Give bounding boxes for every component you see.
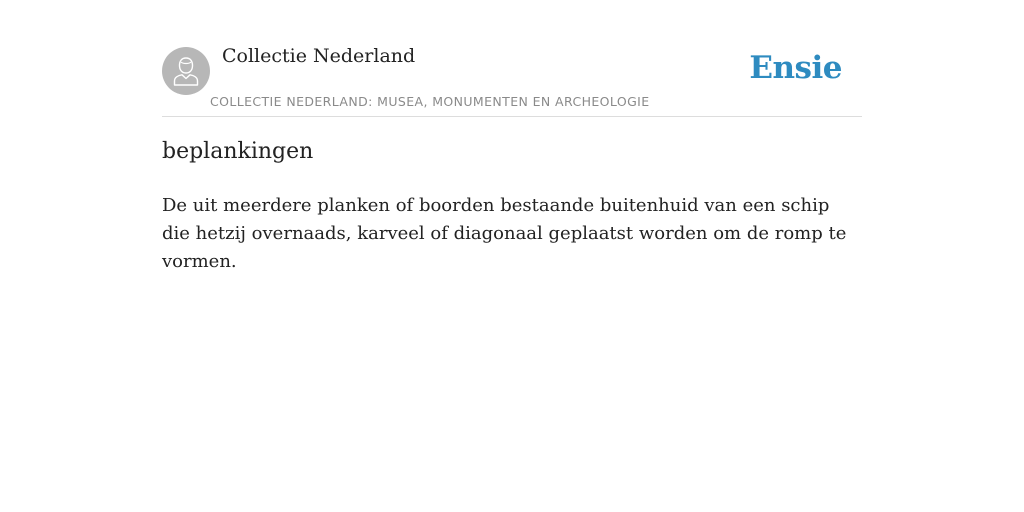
card-header [162,0,862,117]
author-avatar[interactable] [162,47,210,95]
user-placeholder-icon [173,56,199,86]
entry-term: beplankingen [162,139,314,164]
author-name[interactable]: Collectie Nederland [222,45,416,67]
entry-definition: De uit meerdere planken of boorden bestaande buitenhuid van een schip die hetzij overnaads, karveel of diagonaal geplaatst worden om de romp te vormen. [162,195,847,272]
source-link[interactable]: COLLECTIE NEDERLAND: MUSEA, MONUMENTEN EN ARCHEOLOGIE [210,94,650,109]
definition-card [162,0,862,272]
brand-logo[interactable]: Ensie [749,50,842,86]
